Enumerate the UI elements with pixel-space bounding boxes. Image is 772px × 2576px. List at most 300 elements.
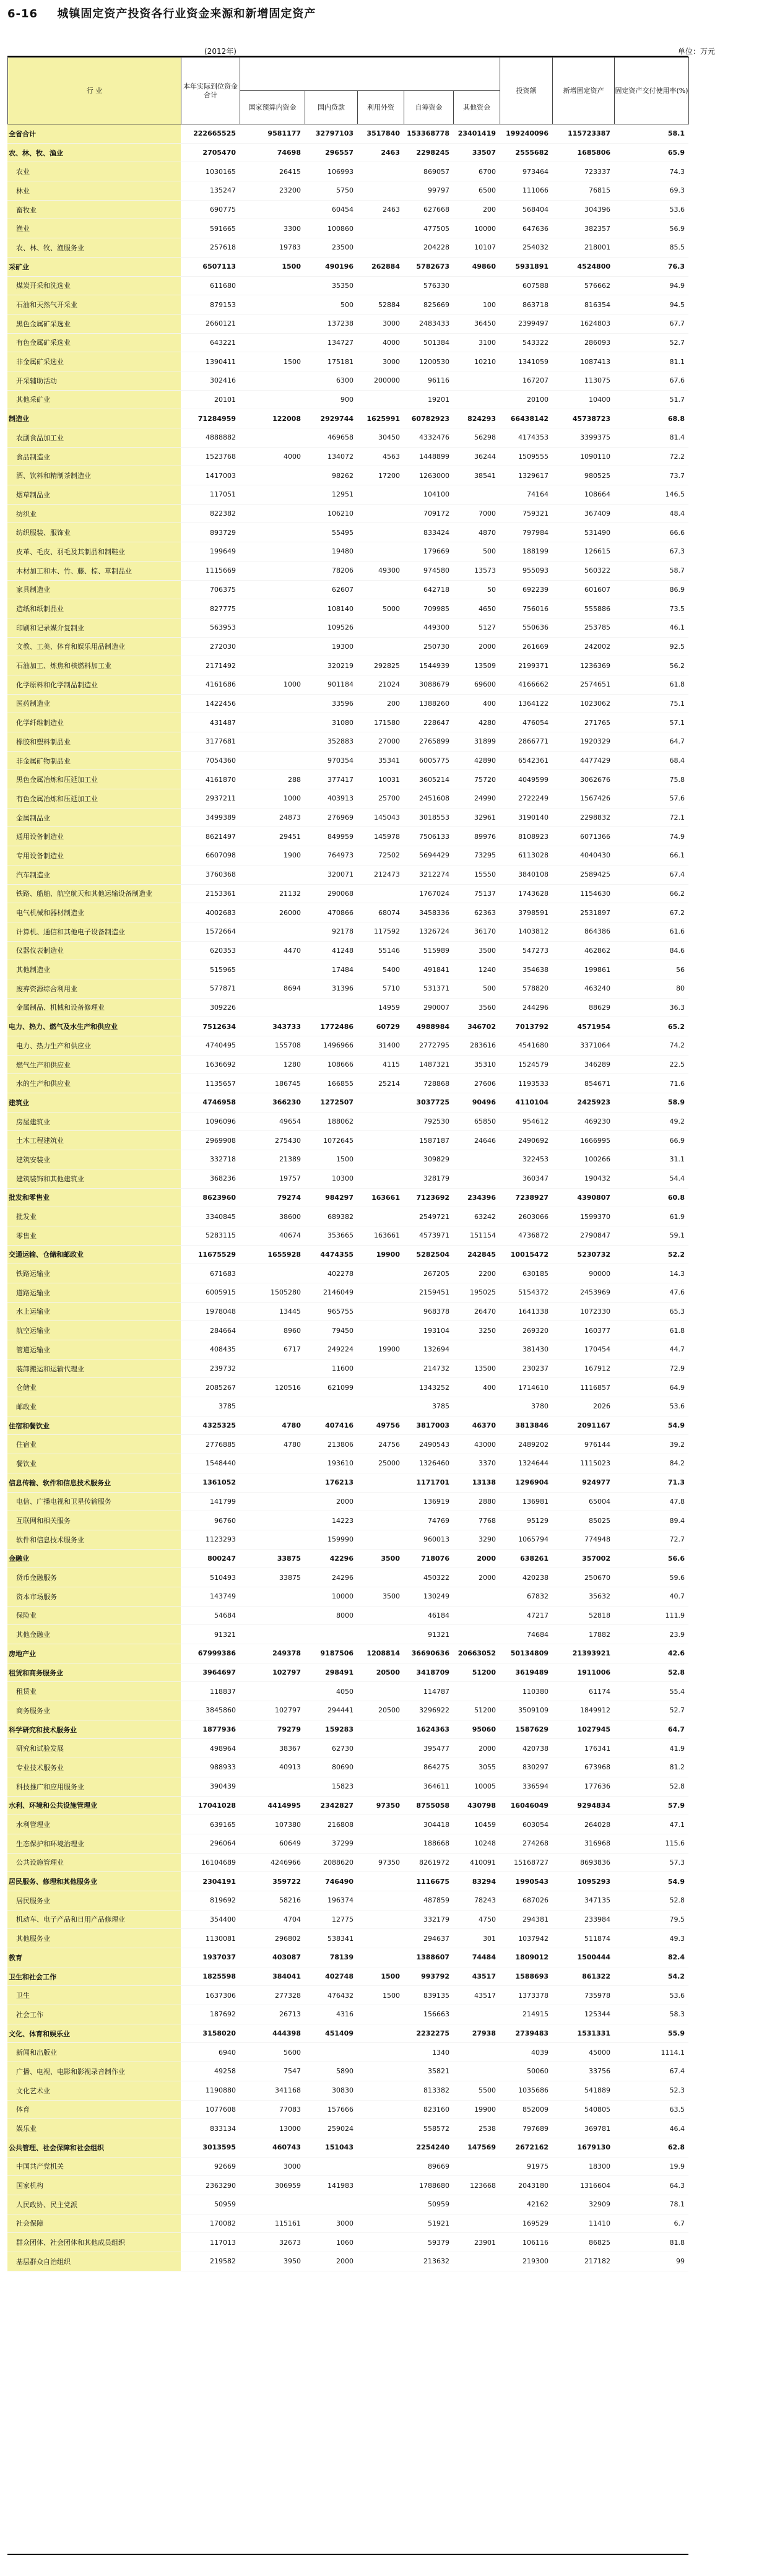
row-industry-name: 文教、工美、体育和娱乐用品制造业 bbox=[7, 638, 181, 656]
table-row bbox=[7, 409, 688, 428]
row-industry-name: 互联网和相关服务 bbox=[7, 1511, 181, 1530]
row-value-cell: 27938 bbox=[472, 2029, 496, 2038]
row-value-cell: 611680 bbox=[210, 281, 236, 290]
row-value-cell: 296064 bbox=[210, 1839, 236, 1848]
row-value-cell: 47.6 bbox=[669, 1288, 685, 1297]
row-value-cell: 3785 bbox=[219, 1402, 236, 1411]
row-value-cell: 67.2 bbox=[669, 908, 685, 917]
row-value-cell: 1920329 bbox=[580, 737, 610, 746]
row-value-cell: 690775 bbox=[210, 206, 236, 214]
row-value-cell: 54.9 bbox=[667, 1877, 685, 1886]
row-value-cell: 46.1 bbox=[669, 623, 685, 632]
table-row bbox=[7, 599, 688, 618]
table-row bbox=[7, 2233, 688, 2252]
row-value-cell: 32797103 bbox=[315, 129, 353, 138]
row-value-cell: 56 bbox=[676, 965, 685, 974]
row-industry-name: 仓储业 bbox=[7, 1378, 181, 1397]
row-industry-name: 社会工作 bbox=[7, 2005, 181, 2024]
row-value-cell: 1849912 bbox=[580, 1706, 610, 1715]
row-value-cell: 1373378 bbox=[518, 1991, 549, 2000]
row-value-cell: 10031 bbox=[378, 775, 400, 784]
row-value-cell: 2538 bbox=[479, 2124, 496, 2133]
row-value-cell: 2000 bbox=[336, 1497, 353, 1506]
table-row bbox=[7, 2005, 688, 2024]
table-row bbox=[7, 1074, 688, 1093]
row-value-cell: 56.6 bbox=[667, 1554, 685, 1563]
row-value-cell: 647636 bbox=[523, 224, 549, 233]
row-value-cell: 420238 bbox=[523, 1573, 549, 1582]
table-row bbox=[7, 162, 688, 181]
table-row bbox=[7, 656, 688, 675]
row-value-cell: 36690636 bbox=[411, 1649, 449, 1658]
row-value-cell: 3296922 bbox=[419, 1706, 449, 1715]
row-value-cell: 100860 bbox=[327, 224, 353, 233]
header-other: 其他资金 bbox=[454, 91, 500, 124]
row-value-cell: 4246966 bbox=[271, 1858, 301, 1867]
row-value-cell: 7013792 bbox=[515, 1022, 549, 1031]
row-industry-name: 管道运输业 bbox=[7, 1340, 181, 1359]
row-value-cell: 10000 bbox=[474, 224, 496, 233]
row-value-cell: 86825 bbox=[589, 2238, 610, 2247]
row-value-cell: 290007 bbox=[423, 1003, 449, 1012]
row-value-cell: 774948 bbox=[584, 1535, 610, 1544]
row-industry-name: 纺织服装、服饰业 bbox=[7, 523, 181, 542]
row-value-cell: 75.1 bbox=[669, 699, 685, 708]
table-row bbox=[7, 144, 688, 163]
table-row bbox=[7, 1986, 688, 2005]
row-value-cell: 1023062 bbox=[580, 699, 610, 708]
row-value-cell: 228647 bbox=[423, 718, 449, 727]
row-value-cell: 4870 bbox=[479, 528, 496, 537]
row-value-cell: 1324644 bbox=[518, 1459, 549, 1468]
table-row bbox=[7, 1056, 688, 1075]
table-row bbox=[7, 1397, 688, 1416]
row-industry-name: 体育 bbox=[7, 2101, 181, 2119]
row-value-cell: 5230732 bbox=[577, 1250, 610, 1259]
row-value-cell: 627668 bbox=[423, 206, 449, 214]
row-value-cell: 4988984 bbox=[416, 1022, 449, 1031]
row-value-cell: 7054360 bbox=[206, 757, 236, 765]
row-value-cell: 8623960 bbox=[202, 1193, 236, 1202]
row-value-cell: 2790847 bbox=[580, 1231, 610, 1240]
row-value-cell: 3517840 bbox=[366, 129, 400, 138]
row-value-cell: 7238927 bbox=[515, 1193, 549, 1202]
table-row bbox=[7, 1340, 688, 1360]
row-value-cell: 4477429 bbox=[580, 757, 610, 765]
row-value-cell: 74484 bbox=[472, 1953, 496, 1962]
row-value-cell: 76815 bbox=[589, 186, 610, 195]
row-value-cell: 381430 bbox=[523, 1345, 549, 1354]
row-value-cell: 1030165 bbox=[206, 167, 236, 176]
row-value-cell: 1090110 bbox=[580, 453, 610, 461]
row-value-cell: 7123692 bbox=[416, 1193, 449, 1202]
row-value-cell: 1329617 bbox=[518, 471, 549, 480]
row-value-cell: 193104 bbox=[423, 1326, 449, 1335]
row-value-cell: 1572664 bbox=[206, 927, 236, 936]
row-value-cell: 6113028 bbox=[518, 851, 549, 860]
table-row bbox=[7, 523, 688, 542]
row-value-cell: 72.1 bbox=[669, 813, 685, 822]
row-industry-name: 批发和零售业 bbox=[7, 1189, 181, 1207]
row-value-cell: 67.7 bbox=[669, 319, 685, 328]
row-industry-name: 非金属矿物制品业 bbox=[7, 752, 181, 770]
row-value-cell: 2672162 bbox=[515, 2143, 549, 2152]
row-industry-name: 有色金属矿采选业 bbox=[7, 334, 181, 352]
row-value-cell: 107380 bbox=[275, 1820, 301, 1829]
row-value-cell: 541889 bbox=[584, 2086, 610, 2095]
row-value-cell: 179669 bbox=[423, 547, 449, 556]
row-value-cell: 30450 bbox=[378, 433, 400, 442]
row-value-cell: 46370 bbox=[472, 1421, 496, 1430]
row-value-cell: 4049599 bbox=[518, 775, 549, 784]
row-value-cell: 3062676 bbox=[580, 775, 610, 784]
row-value-cell: 44.7 bbox=[669, 1345, 685, 1354]
row-value-cell: 900 bbox=[340, 395, 353, 404]
row-value-cell: 294381 bbox=[523, 1915, 549, 1923]
row-value-cell: 1077608 bbox=[206, 2105, 236, 2114]
row-value-cell: 57.1 bbox=[669, 718, 685, 727]
row-value-cell: 2000 bbox=[479, 1744, 496, 1753]
row-value-cell: 764973 bbox=[327, 851, 353, 860]
row-value-cell: 89976 bbox=[474, 832, 496, 841]
row-value-cell: 24756 bbox=[378, 1440, 400, 1449]
row-value-cell: 359722 bbox=[272, 1877, 301, 1886]
row-industry-name: 黑色金属矿采选业 bbox=[7, 314, 181, 333]
table-row bbox=[7, 2101, 688, 2120]
table-row bbox=[7, 2081, 688, 2101]
row-value-cell: 67.3 bbox=[669, 547, 685, 556]
row-value-cell: 3760368 bbox=[206, 870, 236, 879]
row-value-cell: 52.2 bbox=[667, 1250, 685, 1259]
row-value-cell: 31400 bbox=[378, 1041, 400, 1050]
row-value-cell: 61.8 bbox=[669, 1326, 685, 1335]
row-value-cell: 5283115 bbox=[206, 1231, 236, 1240]
row-value-cell: 17041028 bbox=[197, 1801, 236, 1810]
table-row bbox=[7, 219, 688, 238]
row-value-cell: 61.6 bbox=[669, 927, 685, 936]
row-value-cell: 19900 bbox=[474, 2105, 496, 2114]
row-value-cell: 988933 bbox=[210, 1763, 236, 1772]
row-value-cell: 8621497 bbox=[206, 832, 236, 841]
row-value-cell: 3371064 bbox=[580, 1041, 610, 1050]
row-industry-name: 废弃资源综合利用业 bbox=[7, 979, 181, 998]
row-value-cell: 147569 bbox=[467, 2143, 496, 2152]
row-value-cell: 2451608 bbox=[419, 794, 449, 803]
row-value-cell: 45738723 bbox=[572, 414, 610, 423]
row-value-cell: 25000 bbox=[378, 1459, 400, 1468]
row-value-cell: 50 bbox=[487, 585, 496, 594]
row-value-cell: 965755 bbox=[327, 1307, 353, 1316]
row-value-cell: 80690 bbox=[332, 1763, 353, 1772]
row-value-cell: 1641338 bbox=[518, 1307, 549, 1316]
row-value-cell: 402748 bbox=[325, 1972, 353, 1981]
table-row bbox=[7, 922, 688, 942]
row-value-cell: 188668 bbox=[423, 1839, 449, 1848]
row-value-cell: 320219 bbox=[327, 661, 353, 670]
row-value-cell: 35632 bbox=[589, 1592, 610, 1601]
row-value-cell: 1655928 bbox=[267, 1250, 301, 1259]
row-value-cell: 269320 bbox=[523, 1326, 549, 1335]
row-value-cell: 8694 bbox=[284, 984, 301, 993]
row-value-cell: 78206 bbox=[332, 566, 353, 575]
row-value-cell: 73.7 bbox=[669, 471, 685, 480]
row-value-cell: 4039 bbox=[531, 2048, 549, 2057]
row-value-cell: 102797 bbox=[275, 1706, 301, 1715]
row-value-cell: 2660121 bbox=[206, 319, 236, 328]
row-value-cell: 510493 bbox=[210, 1573, 236, 1582]
row-value-cell: 69600 bbox=[474, 680, 496, 689]
row-value-cell: 97350 bbox=[376, 1801, 400, 1810]
row-value-cell: 306959 bbox=[275, 2181, 301, 2190]
row-value-cell: 576662 bbox=[584, 281, 610, 290]
table-row bbox=[7, 485, 688, 505]
row-value-cell: 1326724 bbox=[419, 927, 449, 936]
row-value-cell: 2866771 bbox=[518, 737, 549, 746]
row-value-cell: 67.6 bbox=[669, 376, 685, 385]
row-value-cell: 94.9 bbox=[669, 281, 685, 290]
row-value-cell: 607588 bbox=[523, 281, 549, 290]
row-value-cell: 603054 bbox=[523, 1820, 549, 1829]
table-row bbox=[7, 2252, 688, 2271]
row-value-cell: 2043180 bbox=[518, 2181, 549, 2190]
row-value-cell: 400 bbox=[483, 699, 496, 708]
row-industry-name: 纺织业 bbox=[7, 505, 181, 523]
row-value-cell: 196374 bbox=[327, 1896, 353, 1905]
row-value-cell: 800247 bbox=[207, 1554, 236, 1563]
row-value-cell: 1500 bbox=[381, 1972, 400, 1981]
row-value-cell: 4115 bbox=[383, 1060, 400, 1069]
row-value-cell: 188199 bbox=[523, 547, 549, 556]
row-industry-name: 卫生和社会工作 bbox=[7, 1967, 181, 1986]
row-industry-name: 新闻和出版业 bbox=[7, 2043, 181, 2062]
row-industry-name: 石油和天然气开采业 bbox=[7, 295, 181, 314]
row-value-cell: 60729 bbox=[376, 1022, 400, 1031]
row-value-cell: 49.2 bbox=[669, 1117, 685, 1126]
row-value-cell: 292825 bbox=[374, 661, 400, 670]
row-value-cell: 67.4 bbox=[669, 2067, 685, 2076]
row-value-cell: 5710 bbox=[383, 984, 400, 993]
row-value-cell: 117051 bbox=[210, 490, 236, 499]
row-value-cell: 476054 bbox=[523, 718, 549, 727]
row-value-cell: 854671 bbox=[584, 1079, 610, 1088]
table-row bbox=[7, 732, 688, 752]
table-row bbox=[7, 1587, 688, 1607]
table-row bbox=[7, 1777, 688, 1797]
row-industry-name: 食品制造业 bbox=[7, 448, 181, 466]
row-value-cell: 7506133 bbox=[419, 832, 449, 841]
row-value-cell: 58.3 bbox=[669, 2010, 685, 2019]
row-industry-name: 科技推广和应用服务业 bbox=[7, 1777, 181, 1796]
row-value-cell: 968378 bbox=[423, 1307, 449, 1316]
row-value-cell: 272030 bbox=[210, 642, 236, 651]
header-self-raised: 自筹资金 bbox=[404, 91, 454, 124]
row-value-cell: 1422456 bbox=[206, 699, 236, 708]
table-row bbox=[7, 1720, 688, 1740]
row-value-cell: 12951 bbox=[332, 490, 353, 499]
row-value-cell: 893729 bbox=[210, 528, 236, 537]
row-value-cell: 863718 bbox=[523, 300, 549, 309]
row-value-cell: 1116675 bbox=[416, 1877, 449, 1886]
row-value-cell: 49.3 bbox=[669, 1934, 685, 1943]
row-value-cell: 3055 bbox=[479, 1763, 496, 1772]
row-value-cell: 13138 bbox=[472, 1478, 496, 1487]
row-industry-name: 电力、热力、燃气及水生产和供应业 bbox=[7, 1017, 181, 1036]
row-value-cell: 43000 bbox=[474, 1440, 496, 1449]
row-value-cell: 89.4 bbox=[669, 1516, 685, 1525]
row-value-cell: 3250 bbox=[479, 1326, 496, 1335]
row-value-cell: 1587187 bbox=[419, 1136, 449, 1145]
row-industry-name: 金融业 bbox=[7, 1550, 181, 1568]
row-value-cell: 341168 bbox=[275, 2086, 301, 2095]
row-industry-name: 交通运输、仓储和邮政业 bbox=[7, 1246, 181, 1264]
row-value-cell: 16046049 bbox=[510, 1801, 549, 1810]
row-value-cell: 106210 bbox=[327, 510, 353, 518]
row-value-cell: 1154630 bbox=[580, 889, 610, 898]
row-value-cell: 1200530 bbox=[419, 357, 449, 366]
row-value-cell: 20101 bbox=[214, 395, 236, 404]
row-value-cell: 1636692 bbox=[206, 1060, 236, 1069]
row-value-cell: 723337 bbox=[584, 167, 610, 176]
table-row bbox=[7, 1834, 688, 1854]
row-value-cell: 718076 bbox=[421, 1554, 449, 1563]
row-value-cell: 304396 bbox=[584, 206, 610, 214]
table-row bbox=[7, 581, 688, 600]
row-value-cell: 563953 bbox=[210, 623, 236, 632]
row-value-cell: 68.4 bbox=[669, 757, 685, 765]
row-value-cell: 19480 bbox=[332, 547, 353, 556]
row-value-cell: 122008 bbox=[272, 414, 301, 423]
row-value-cell: 709985 bbox=[423, 604, 449, 613]
row-value-cell: 822382 bbox=[210, 510, 236, 518]
table-row bbox=[7, 428, 688, 448]
row-value-cell: 52.8 bbox=[667, 1668, 685, 1677]
row-industry-name: 生态保护和环境治理业 bbox=[7, 1834, 181, 1853]
row-value-cell: 176213 bbox=[325, 1478, 353, 1487]
row-value-cell: 2555682 bbox=[515, 149, 549, 157]
table-row bbox=[7, 2024, 688, 2044]
row-value-cell: 64.7 bbox=[667, 1725, 685, 1734]
row-value-cell: 1825598 bbox=[202, 1972, 236, 1981]
row-industry-name: 采矿业 bbox=[7, 258, 181, 276]
row-value-cell: 46.4 bbox=[669, 2124, 685, 2133]
row-industry-name: 铁路、船舶、航空航天和其他运输设备制造业 bbox=[7, 885, 181, 903]
row-value-cell: 3088679 bbox=[419, 680, 449, 689]
row-industry-name: 家具制造业 bbox=[7, 581, 181, 599]
table-row bbox=[7, 277, 688, 296]
row-industry-name: 金属制品、机械和设备修理业 bbox=[7, 999, 181, 1017]
row-value-cell: 170454 bbox=[584, 1345, 610, 1354]
row-value-cell: 431487 bbox=[210, 718, 236, 727]
row-industry-name: 计算机、通信和其他电子设备制造业 bbox=[7, 922, 181, 941]
row-value-cell: 244296 bbox=[523, 1003, 549, 1012]
row-value-cell: 61174 bbox=[589, 1687, 610, 1696]
table-row bbox=[7, 2119, 688, 2138]
row-value-cell: 5782673 bbox=[416, 262, 449, 271]
row-value-cell: 250670 bbox=[584, 1573, 610, 1582]
row-value-cell: 45000 bbox=[589, 2048, 610, 2057]
row-value-cell: 155708 bbox=[275, 1041, 301, 1050]
table-row bbox=[7, 334, 688, 353]
row-value-cell: 1767024 bbox=[419, 889, 449, 898]
row-value-cell: 26470 bbox=[474, 1307, 496, 1316]
row-value-cell: 444398 bbox=[272, 2029, 301, 2038]
row-value-cell: 14.3 bbox=[669, 1269, 685, 1278]
row-value-cell: 4474355 bbox=[320, 1250, 353, 1259]
row-value-cell: 1500 bbox=[336, 1155, 353, 1164]
row-value-cell: 4414995 bbox=[267, 1801, 301, 1810]
row-value-cell: 160377 bbox=[584, 1326, 610, 1335]
row-value-cell: 294441 bbox=[327, 1706, 353, 1715]
row-value-cell: 35821 bbox=[428, 2067, 449, 2076]
row-value-cell: 214732 bbox=[423, 1364, 449, 1373]
row-value-cell: 2589425 bbox=[580, 870, 610, 879]
row-value-cell: 2490692 bbox=[518, 1136, 549, 1145]
row-value-cell: 78.1 bbox=[669, 2200, 685, 2209]
row-industry-name: 水利、环境和公共设施管理业 bbox=[7, 1797, 181, 1815]
row-value-cell: 163661 bbox=[371, 1193, 400, 1202]
row-industry-name: 制造业 bbox=[7, 409, 181, 428]
row-value-cell: 6300 bbox=[336, 376, 353, 385]
table-row bbox=[7, 1246, 688, 1265]
row-value-cell: 7512634 bbox=[202, 1022, 236, 1031]
row-value-cell: 3840108 bbox=[518, 870, 549, 879]
row-value-cell: 4704 bbox=[284, 1915, 301, 1923]
row-value-cell: 64.3 bbox=[669, 2181, 685, 2190]
table-row bbox=[7, 1948, 688, 1967]
row-value-cell: 1900 bbox=[284, 851, 301, 860]
row-value-cell: 346289 bbox=[584, 1060, 610, 1069]
row-value-cell: 13445 bbox=[279, 1307, 301, 1316]
row-value-cell: 709172 bbox=[423, 510, 449, 518]
row-value-cell: 410091 bbox=[470, 1858, 496, 1867]
row-value-cell: 3340845 bbox=[206, 1212, 236, 1221]
row-value-cell: 55.9 bbox=[667, 2029, 685, 2038]
row-value-cell: 65.9 bbox=[667, 149, 685, 157]
row-value-cell: 643221 bbox=[210, 338, 236, 347]
row-industry-name: 化学原料和化学制品制造业 bbox=[7, 675, 181, 694]
row-value-cell: 249224 bbox=[327, 1345, 353, 1354]
row-value-cell: 199649 bbox=[210, 547, 236, 556]
row-value-cell: 366230 bbox=[272, 1098, 301, 1107]
row-value-cell: 4780 bbox=[284, 1440, 301, 1449]
row-value-cell: 4325325 bbox=[202, 1421, 236, 1430]
row-value-cell: 10107 bbox=[474, 243, 496, 252]
row-value-cell: 490196 bbox=[325, 262, 353, 271]
row-value-cell: 50959 bbox=[214, 2200, 236, 2209]
row-value-cell: 62730 bbox=[332, 1744, 353, 1753]
row-value-cell: 195025 bbox=[470, 1288, 496, 1297]
row-value-cell: 35350 bbox=[332, 281, 353, 290]
row-value-cell: 163661 bbox=[374, 1231, 400, 1240]
row-value-cell: 130249 bbox=[423, 1592, 449, 1601]
row-value-cell: 6717 bbox=[284, 1345, 301, 1354]
row-industry-name: 软件和信息技术服务业 bbox=[7, 1530, 181, 1549]
row-value-cell: 10400 bbox=[589, 395, 610, 404]
row-value-cell: 17200 bbox=[378, 471, 400, 480]
row-value-cell: 15168727 bbox=[514, 1858, 549, 1867]
row-industry-name: 租赁和商务服务业 bbox=[7, 1663, 181, 1682]
row-value-cell: 2298832 bbox=[580, 813, 610, 822]
row-value-cell: 36244 bbox=[474, 453, 496, 461]
header-funds-total: 本年实际到位资金合计 bbox=[181, 58, 240, 124]
row-value-cell: 66.2 bbox=[669, 889, 685, 898]
row-value-cell: 19.9 bbox=[669, 2162, 685, 2171]
row-value-cell: 367409 bbox=[584, 510, 610, 518]
row-value-cell: 304418 bbox=[423, 1820, 449, 1829]
row-value-cell: 3817003 bbox=[416, 1421, 449, 1430]
row-value-cell: 54.2 bbox=[667, 1972, 685, 1981]
row-value-cell: 864275 bbox=[423, 1763, 449, 1772]
